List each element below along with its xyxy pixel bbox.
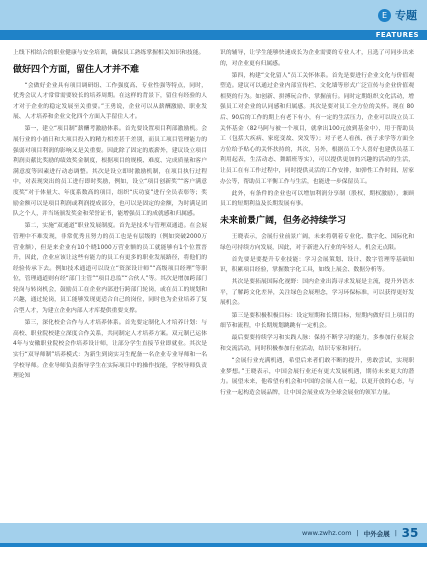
body-paragraph: 王晓表示，会展行业前景广阔，未来将朝着专业化、数字化、国际化和绿色可持续方向发展，因此，对于新进入行业的年轻人，机会无点限。 [220,233,414,251]
section-label: FEATURES [375,31,419,39]
header-band [0,0,427,30]
footer-url: www.zwhz.com [301,529,352,537]
body-paragraph: 第一，建立“项目制”薪酬考激励体系。首先要设置项目利部激励机。会展行业的小浦日和大项目投入的精力相差甚千差别，而员工项目管理能力的强弱对项目利润的影响又是关重要。因此除了固定的底薪外，建议设立项目利润贡献比奖励的绩效奖金制度，根据项目的规模、难度、完成质量和客户满意度等因素进行动态调整。其次是设立即时激励机制，在项目执行过程中，对表现突出的员工进行即时奖励，例如，设立“项目创新奖”“客户满意度奖”对于体量大、年度系数高的项目，组织“庆功宴”进行全员表彰等；奖励金额可以是项目利润或利润提成部分，也可以是固定的金额，为时满足团队之个人，并当场颁发奖金和荣誉证书，能增强员工的成就感和归属感。 [13,126,207,218]
body-paragraph: “会做好企业具有项目调研组、工作强度高、专业性强等特点，同时，优秀会议人才常常需要较长的培养周期。在这样的背景下，留住有经验的人才对于企业的稳定发展至关重要。”王勇说，企业可以从薪酬激励、职业发展、人才培养和企业文化四个方面入手留住人才。 [13,82,207,121]
body-paragraph: “会展行业充满机遇，希望后来者们敢不断的提升，勇敢尝试，实现职业梦想。”王晓表示，中国会展行业还有更大发展机遇，期待未来更大的潜力。展望未来，他希望有机会和中国的会展人在一起，以更开放的心态，与行业一起构造会展品牌，让中国会展业成为全球会展业的领军力量。 [220,357,414,396]
left-column [13,48,207,516]
body-paragraph: 此外，有条件的企业也可以增加利润分享制（股权、期权激励），兼顾员工的短期利益及长期发展有事。 [220,190,414,208]
footer-info [302,523,397,543]
section-title: 专题 [395,9,417,22]
footer-stripe [0,543,427,547]
body-paragraph: 上线下相结合的职业健康与安全培训，确保员工熟练掌握相关知识和技能。 [13,50,205,56]
body-paragraph: 第四，构建“文化留人”员工关怀体系。首先是要进行企业文化与价值观塑造。建议可以通过企业内部宣传栏、文化墙等形式广泛宣传与企业价值观相契的行为。如创新、拼搏玩合作、掌握前行。同时定期组织文化活动，增强员工对企业的认同感和归属感。其次是要对员工全方位的关怀。现在 80后、90后的工作的期上有老下有小，有一定的生活压力，企业可以设立员工关怀基金（82马阿与被一个项目，就拿出100元放到基金中），用于帮助员工（包括大疾病、家庭变故、突发等）；对子老人看孩、孩子求学等方面全方位给予贴心的关怀扶持的，其次，另外，根据员工个人喜好也建供员基工利用起表，生活动态、舞蹈班等实），可以提供更加的兴趣的活动的生活，让员工在有工作过程中，同时提供灵活的工作安排，如弹性工作时间、居家办公等，帮助员工平衡工作与生活，也能进一步保留员工。 [220,72,414,185]
section-heading: 未来前景广阔，但务必持续学习 [220,215,347,226]
section-e-icon: E [378,9,391,22]
footer-divider: | [394,529,397,537]
body-paragraph: 其次是要拓展国际化视野：国内企业出海寻求发展是主流，提升外语水平，了解跨文化差异，关注绿色会展理念，学习环保标准，可以获得更好发展机会。 [220,279,414,307]
body-paragraph: 第三是要积极积极目标：设定短期和长期目标，短期内做好目上项目的细节和流程，中长期规划跳跳有一定机会。 [220,312,414,330]
footer-magazine-name: 中外会展 [363,529,390,538]
section-heading: 做好四个方面，留住人才并不难 [13,64,140,75]
header-stripe [0,30,427,40]
right-column [220,48,414,516]
body-paragraph: 第二，实施“双通道”职业发展制度。首先是技术与管理双通道。在会展管理中不难发现，非常优秀且努力的员工也是有层级的（例如突破2000万营业额），但是来企业有10个晓1000万营业额的员工就能够有1个位置晋升，因此，企业应该让这些有能力的员工有更多的职业发展路径，将他们的经验传承下去。例如技术通道可以设立“资深设计师”“高级项目经理”等职位，管理通道则有经“部门主管”“项目总监”“合伙人”等。其次是增加跨部门轮岗与转岗机会，鼓励员工在企业内部进行跨部门轮岗，或在员工的规划和兴趣，通过轮岗，员工能够发现更适合自己的岗位，同时也为企业培养了复合型人才，为建立企业内部人才库提供重要支撑。 [13,223,207,315]
section-header [378,6,417,24]
body-paragraph: 识的辅导，让学生能够快速成长为企业需要的专业人才，且选了可同步出来的，对企业更有归属感。 [220,50,414,67]
page-number: 35 [401,526,419,540]
body-paragraph: 最后要要持续学习和实践人脉：保持不断学习的能力，多参加行业展会和交流活动，同时积极参加行业活动，结识专家和同行。 [220,335,414,352]
footer-separator: | [356,529,359,537]
body-paragraph: 首先要是要提升专业技能：学习会展策划、设计、数字管理等基础知识，积累项目经验，掌握数字化工具，如线上展会、数据分析等。 [220,256,414,274]
body-paragraph: 第三，深化校企合作与人才培养体系。首先要定制化人才培养计划：与高校、职业院校建立深度合作关系，共同制定人才培养方案。双元制已运体4年与安徽职业院校会作培养设计师，让部分学生直接节业即就业。其次是实行“双导师制”培养模式：为新生到岗实习生配备一名企业专业导师和一名学校导师。企业导师负责指导学生在实际项目中的操作技能，学校导师负责理论知 [13,320,207,380]
